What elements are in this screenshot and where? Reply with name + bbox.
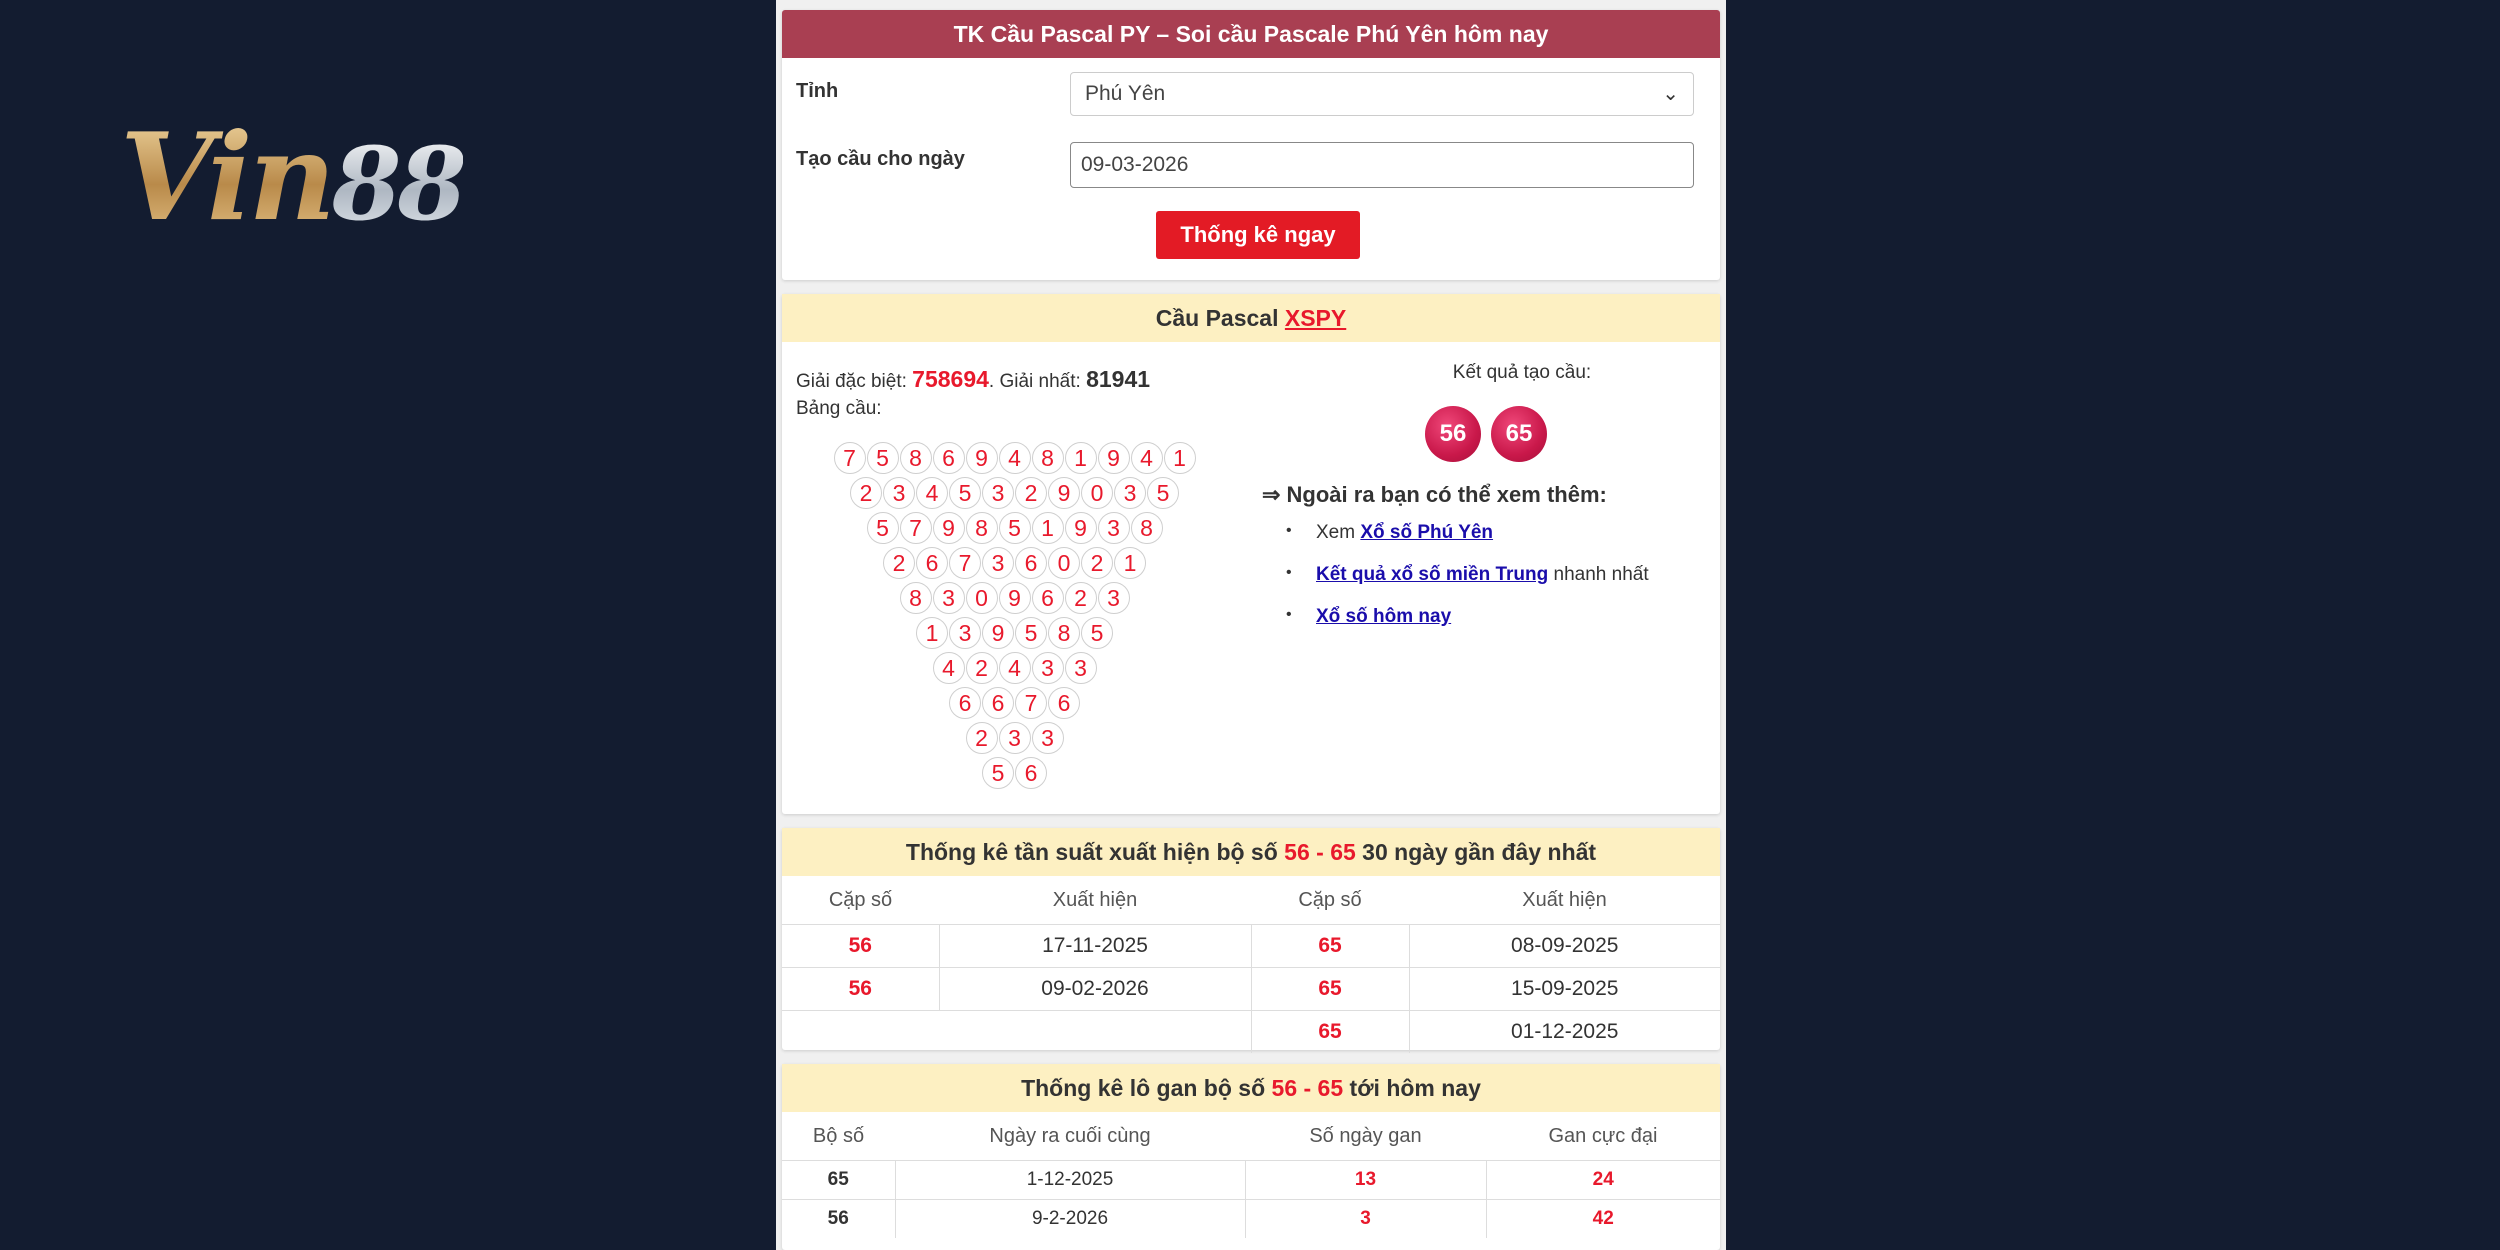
- xo-so-hom-nay-link[interactable]: Xổ số hôm nay: [1316, 606, 1452, 627]
- digit-ball: 8: [900, 582, 932, 614]
- xo-so-phu-yen-link[interactable]: Xổ số Phú Yên: [1360, 522, 1494, 543]
- date-input[interactable]: 09-03-2026: [1070, 142, 1694, 188]
- digit-ball: 7: [1015, 687, 1047, 719]
- lo-gan-title-pair: 56 - 65: [1271, 1075, 1344, 1101]
- digit-ball: 7: [834, 442, 866, 474]
- gan-max-cell: 24: [1486, 1161, 1720, 1200]
- date-cell: [939, 1011, 1251, 1054]
- date-cell: 15-09-2025: [1409, 968, 1720, 1011]
- digit-ball: 2: [1015, 477, 1047, 509]
- digit-ball: 3: [999, 722, 1031, 754]
- pair-cell: 65: [782, 1161, 895, 1200]
- triangle-row: [933, 652, 1098, 684]
- digit-ball: 5: [1147, 477, 1179, 509]
- table-header-row: [782, 1112, 1720, 1161]
- lo-gan-title-b: tới hôm nay: [1343, 1075, 1481, 1101]
- digit-ball: 9: [966, 442, 998, 474]
- digit-ball: 6: [933, 442, 965, 474]
- province-select[interactable]: [1070, 72, 1694, 116]
- first-prize-value: 81941: [1086, 366, 1151, 392]
- digit-ball: 6: [949, 687, 981, 719]
- digit-ball: 6: [1048, 687, 1080, 719]
- digit-ball: 2: [1065, 582, 1097, 614]
- lo-gan-title-a: Thống kê lô gan bộ số: [1021, 1075, 1272, 1101]
- triangle-row: [867, 512, 1164, 544]
- vin88-logo: [120, 107, 463, 248]
- digit-ball: 9: [982, 617, 1014, 649]
- table-row: [782, 1011, 1720, 1054]
- submit-stats-button[interactable]: Thống kê ngay: [1156, 211, 1360, 259]
- digit-ball: 2: [966, 722, 998, 754]
- digit-ball: 6: [1015, 547, 1047, 579]
- digit-ball: 5: [867, 442, 899, 474]
- digit-ball: 3: [1032, 722, 1064, 754]
- digit-ball: 2: [850, 477, 882, 509]
- digit-ball: 9: [999, 582, 1031, 614]
- digit-ball: 3: [1114, 477, 1146, 509]
- digit-ball: 0: [1048, 547, 1080, 579]
- table-row: [782, 1161, 1720, 1200]
- column-header: Cặp số: [828, 888, 893, 911]
- digit-ball: 8: [1032, 442, 1064, 474]
- date-cell: 17-11-2025: [939, 925, 1251, 968]
- table-row: [782, 968, 1720, 1011]
- digit-ball: 3: [982, 477, 1014, 509]
- digit-ball: 9: [933, 512, 965, 544]
- digit-ball: 9: [1065, 512, 1097, 544]
- digit-ball: 3: [1032, 652, 1064, 684]
- digit-ball: 2: [1081, 547, 1113, 579]
- frequency-card: [782, 828, 1720, 1050]
- digit-ball: 3: [933, 582, 965, 614]
- xspy-link[interactable]: XSPY: [1284, 305, 1347, 331]
- triangle-row: [900, 582, 1131, 614]
- pair-cell: 56: [782, 1200, 895, 1239]
- digit-ball: 5: [999, 512, 1031, 544]
- more-links-list: [1286, 522, 1649, 648]
- last-date-cell: 9-2-2026: [895, 1200, 1245, 1239]
- digit-ball: 3: [883, 477, 915, 509]
- digit-ball: 1: [916, 617, 948, 649]
- special-prize-label: Giải đặc biệt:: [796, 371, 913, 392]
- digit-ball: 8: [900, 442, 932, 474]
- triangle-row: [982, 757, 1048, 789]
- digit-ball: 3: [1098, 582, 1130, 614]
- digit-ball: 9: [1098, 442, 1130, 474]
- digit-ball: 8: [966, 512, 998, 544]
- digit-ball: 2: [883, 547, 915, 579]
- form-title: TK Cầu Pascal PY – Soi cầu Pascale Phú Yên hôm nay: [782, 10, 1720, 58]
- digit-ball: 3: [949, 617, 981, 649]
- column-header: Xuất hiện: [1052, 888, 1138, 911]
- frequency-title-a: Thống kê tần suất xuất hiện bộ số: [905, 839, 1285, 865]
- more-title: ⇒ Ngoài ra bạn có thể xem thêm:: [1262, 482, 1607, 507]
- province-select-value: Phú Yên: [1085, 82, 1166, 105]
- main-content: [776, 0, 1726, 1250]
- list-item: [1286, 522, 1649, 564]
- triangle-row: [966, 722, 1065, 754]
- frequency-table: [782, 876, 1720, 1053]
- triangle-row: [883, 547, 1147, 579]
- digit-ball: 8: [1131, 512, 1163, 544]
- digit-ball: 9: [1048, 477, 1080, 509]
- prize-line: [796, 366, 1150, 393]
- table-row: [782, 925, 1720, 968]
- list-item: [1286, 606, 1649, 648]
- date-cell: 08-09-2025: [1409, 925, 1720, 968]
- digit-ball: 6: [916, 547, 948, 579]
- result-ball: 56: [1425, 406, 1481, 462]
- digit-ball: 7: [900, 512, 932, 544]
- digit-ball: 7: [949, 547, 981, 579]
- first-prize-label: . Giải nhất:: [988, 371, 1087, 392]
- board-label: Bảng cầu:: [796, 398, 882, 419]
- link-prefix: Xem: [1316, 522, 1361, 543]
- digit-ball: 1: [1114, 547, 1146, 579]
- digit-ball: 5: [982, 757, 1014, 789]
- digit-ball: 0: [966, 582, 998, 614]
- pair-cell: [782, 1011, 939, 1054]
- digit-ball: 6: [1015, 757, 1047, 789]
- digit-ball: 3: [1065, 652, 1097, 684]
- triangle-row: [949, 687, 1081, 719]
- chevron-down-icon: ⌄: [1662, 83, 1679, 105]
- digit-ball: 4: [916, 477, 948, 509]
- triangle-row: [850, 477, 1180, 509]
- result-label: Kết quả tạo cầu:: [1452, 362, 1592, 383]
- pascal-card: [782, 294, 1720, 814]
- column-header: Số ngày gan: [1309, 1124, 1422, 1147]
- kqxs-mien-trung-link[interactable]: Kết quả xổ số miền Trung: [1316, 564, 1549, 585]
- table-row: [782, 1200, 1720, 1239]
- gan-max-cell: 42: [1486, 1200, 1720, 1239]
- triangle-row: [916, 617, 1114, 649]
- digit-ball: 5: [1015, 617, 1047, 649]
- digit-ball: 2: [966, 652, 998, 684]
- logo-text-88: 88: [331, 125, 463, 243]
- digit-ball: 8: [1048, 617, 1080, 649]
- pascal-title: [782, 294, 1720, 342]
- pair-cell: 56: [782, 925, 939, 968]
- digit-ball: 5: [949, 477, 981, 509]
- lo-gan-table: [782, 1112, 1720, 1238]
- province-label: Tỉnh: [796, 80, 839, 102]
- gan-days-cell: 3: [1245, 1200, 1486, 1239]
- digit-ball: 1: [1032, 512, 1064, 544]
- list-item: [1286, 564, 1649, 606]
- digit-ball: 4: [1131, 442, 1163, 474]
- gan-days-cell: 13: [1245, 1161, 1486, 1200]
- digit-ball: 3: [1098, 512, 1130, 544]
- date-cell: 01-12-2025: [1409, 1011, 1720, 1054]
- frequency-title-b: 30 ngày gần đây nhất: [1355, 839, 1597, 865]
- frequency-title-pair: 56 - 65: [1284, 839, 1356, 865]
- frequency-title: [782, 828, 1720, 876]
- digit-ball: 4: [933, 652, 965, 684]
- date-cell: 09-02-2026: [939, 968, 1251, 1011]
- digit-ball: 5: [1081, 617, 1113, 649]
- digit-ball: 0: [1081, 477, 1113, 509]
- triangle-row: [834, 442, 1197, 474]
- column-header: Gan cực đại: [1548, 1124, 1658, 1147]
- lo-gan-card: [782, 1064, 1720, 1250]
- table-header-row: [782, 876, 1720, 925]
- pair-cell: 65: [1251, 968, 1409, 1011]
- digit-ball: 1: [1065, 442, 1097, 474]
- digit-ball: 6: [982, 687, 1014, 719]
- digit-ball: 3: [982, 547, 1014, 579]
- result-ball: 65: [1491, 406, 1547, 462]
- pascal-title-text: Cầu Pascal: [1155, 305, 1285, 331]
- link-suffix: nhanh nhất: [1548, 564, 1649, 585]
- pair-cell: 56: [782, 968, 939, 1011]
- logo-text-vin: Vin: [120, 107, 332, 248]
- digit-ball: 4: [999, 652, 1031, 684]
- last-date-cell: 1-12-2025: [895, 1161, 1245, 1200]
- column-header: Xuất hiện: [1522, 888, 1607, 911]
- digit-ball: 6: [1032, 582, 1064, 614]
- digit-ball: 5: [867, 512, 899, 544]
- column-header: Cặp số: [1298, 888, 1362, 911]
- date-label: Tạo cầu cho ngày: [796, 148, 965, 170]
- column-header: Bộ số: [812, 1124, 865, 1147]
- special-prize-value: 758694: [912, 366, 989, 392]
- pair-cell: 65: [1251, 1011, 1409, 1054]
- stats-form-card: [782, 10, 1720, 280]
- digit-ball: 4: [999, 442, 1031, 474]
- digit-ball: 1: [1164, 442, 1196, 474]
- column-header: Ngày ra cuối cùng: [989, 1124, 1151, 1147]
- pair-cell: 65: [1251, 925, 1409, 968]
- lo-gan-title: [782, 1064, 1720, 1112]
